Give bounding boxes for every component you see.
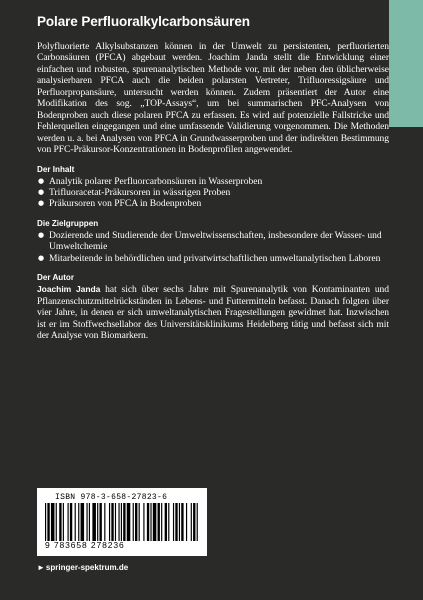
ean-digits: 9 783658 278236 — [45, 540, 125, 550]
barcode-bars — [45, 503, 199, 541]
barcode-bar — [45, 503, 46, 541]
barcode-bar — [92, 503, 96, 541]
bullet-icon: ● — [38, 230, 45, 239]
barcode-bar — [123, 503, 125, 541]
back-cover-content — [37, 14, 389, 342]
barcode-bar — [63, 503, 64, 541]
barcode-bar — [158, 503, 160, 541]
barcode-bar — [153, 503, 157, 541]
bullet-icon: ● — [38, 199, 45, 208]
barcode-bar — [175, 503, 177, 541]
section-heading-zielgruppen: Die Zielgruppen — [37, 218, 99, 228]
barcode-bar — [127, 503, 131, 541]
barcode-bar — [150, 503, 151, 541]
barcode-bar — [118, 503, 119, 541]
bullet-icon: ● — [38, 253, 45, 262]
barcode-bar — [179, 503, 180, 541]
barcode-bar — [147, 503, 149, 541]
barcode-bar — [193, 503, 195, 541]
barcode-bar — [81, 503, 85, 541]
list-item: ● Präkursoren von PFCA in Bodenproben — [38, 198, 202, 210]
barcode-bar — [86, 503, 87, 541]
isbn-barcode — [37, 488, 207, 556]
barcode-bar — [47, 503, 49, 541]
accent-tab — [389, 0, 423, 127]
barcode-bar — [89, 503, 90, 541]
barcode-bar — [111, 503, 113, 541]
barcode-bar — [143, 503, 144, 541]
author-paragraph — [37, 284, 389, 341]
barcode-bar — [70, 503, 72, 541]
bullet-icon: ● — [38, 176, 45, 185]
barcode-bar — [165, 503, 167, 541]
barcode-bar — [109, 503, 110, 541]
barcode-bar — [59, 503, 61, 541]
barcode-bar — [99, 503, 101, 541]
barcode-bar — [51, 503, 55, 541]
barcode-bar — [75, 503, 76, 541]
zielgruppen-list — [37, 230, 389, 264]
barcode-bar — [135, 503, 137, 541]
barcode-bar — [181, 503, 183, 541]
section-heading-inhalt: Der Inhalt — [37, 164, 75, 174]
bullet-icon: ● — [38, 187, 45, 196]
barcode-bar — [168, 503, 169, 541]
barcode-bar — [173, 503, 174, 541]
barcode-bar — [78, 503, 79, 541]
barcode-bar — [133, 503, 134, 541]
website-label: springer-spektrum.de — [45, 563, 129, 572]
inhalt-list — [37, 176, 389, 210]
barcode-bar — [68, 503, 69, 541]
barcode-bar — [121, 503, 122, 541]
barcode-bar — [161, 503, 162, 541]
barcode-bar — [139, 503, 140, 541]
list-item: ● Mitarbeitende in behördlichen und privatwirtschaftlichen umweltanalytischen Laboren — [38, 252, 381, 264]
intro-paragraph: Polyfluorierte Alkylsubstanzen können in der Umwelt zu persistenten, perfluorierten Carbonsäuren (PFCA) abgebaut werden. Joachim Janda stellt die Entwicklung einer einfachen und robusten, spurenanalytischen Methode vor, mit der neben den üblicherweise analysierbaren PFCA auch die beiden polarsten Vertreter, Trifluoressigsäure und Perfluorpropansäure, untersucht werden können. Zudem präsentiert der Autor eine Modifikation des sog. „TOP-Assays“, um bei summarischen PFC-Analysen von Bodenproben auch diese polaren PFCA zu erfassen. Es wird auf potenzielle Fallstricke und Fehlerquellen eingegangen und eine umfassende Validierung vorgenommen. Die Methoden werden u. a. bei Analysen von PFCA in Grundwasserproben und der indirekten Bestimmung von PFC-Präkursor-Konzentrationen in Bodenprofilen angewendet. — [37, 41, 389, 156]
book-title: Polare Perfluoralkylcarbonsäuren — [37, 14, 250, 29]
barcode-bar — [197, 503, 198, 541]
barcode-bar — [56, 503, 57, 541]
list-item: ● Dozierende und Studierende der Umweltwissenschaften, insbesondere der Wasser- und Umweltchemie — [38, 229, 382, 253]
barcode-bar — [191, 503, 192, 541]
isbn-text: ISBN 978-3-658-27823-6 — [55, 493, 168, 502]
list-item: ● Analytik polarer Perfluorcarbonsäuren in Wasserproben — [38, 175, 263, 187]
author-name: Joachim Janda — [37, 284, 101, 295]
author-bio: hat sich über sechs Jahre mit Spurenanalytik von Kontaminanten und Pflanzenschutzmittelrückständen in Lebens- und Futtermitteln befasst. Danach folgten über vier Jahre, in denen er sich umweltanalytischen Fragestellungen gewidmet hat. Inzwischen ist er im Stoffwechsellabor des Universitätsklinikums Heidelberg tätig und befasst sich mit der Analyse von Biomarkern. — [37, 284, 389, 342]
arrow-right-icon: ► — [37, 563, 45, 572]
barcode-bar — [186, 503, 187, 541]
list-item: ● Trifluoracetat-Präkursoren in wässrigen Proben — [38, 186, 231, 198]
barcode-bar — [104, 503, 105, 541]
barcode-bar — [97, 503, 98, 541]
barcode-bar — [115, 503, 116, 541]
website-link[interactable] — [37, 563, 128, 572]
section-heading-autor: Der Autor — [37, 273, 75, 283]
